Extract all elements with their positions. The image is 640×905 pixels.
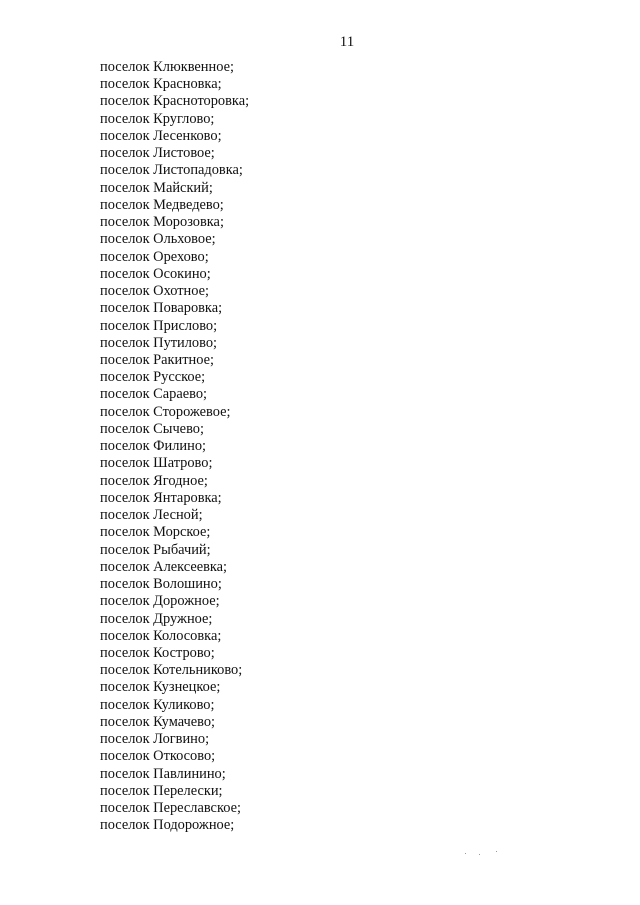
list-item: поселок Морское; xyxy=(100,524,211,541)
list-item: поселок Клюквенное; xyxy=(100,59,234,75)
list-item: поселок Волошино; xyxy=(100,576,222,593)
list-item: поселок Листовое; xyxy=(100,145,215,162)
list-item: поселок Павлинино; xyxy=(100,765,226,782)
list-item: поселок Сараево; xyxy=(100,386,208,403)
scan-specks xyxy=(465,851,505,855)
list-item: поселок Подорожное; xyxy=(100,817,235,834)
list-item: поселок Ракитное; xyxy=(100,351,215,368)
list-item: поселок Дружное; xyxy=(100,610,213,627)
list-item: поселок Круглово; xyxy=(100,110,215,127)
list-item: поселок Откосово; xyxy=(100,748,216,765)
list-item: поселок Дорожное; xyxy=(100,593,220,610)
list-item: поселок Куликово; xyxy=(100,696,215,713)
list-item: поселок Шатрово; xyxy=(100,455,213,472)
list-item: поселок Янтаровка; xyxy=(100,489,222,506)
list-item: поселок Прислово; xyxy=(100,317,218,334)
list-item: поселок Сторожевое; xyxy=(100,403,231,420)
list-item: поселок Русское; xyxy=(100,369,206,386)
list-item: поселок Осокино; xyxy=(100,265,211,282)
list-item: поселок Филино; xyxy=(100,438,207,455)
list-item: поселок Красновка; xyxy=(100,76,222,93)
list-item: поселок Кузнецкое; xyxy=(100,679,221,696)
list-item: поселок Лесенково; xyxy=(100,127,222,144)
list-item: поселок Красноторовка; xyxy=(100,93,250,110)
list-item: поселок Медведево; xyxy=(100,196,224,213)
list-item: поселок Колосовка; xyxy=(100,627,222,644)
list-item: поселок Логвино; xyxy=(100,731,210,748)
list-item: поселок Путилово; xyxy=(100,334,218,351)
list-item: поселок Лесной; xyxy=(100,507,203,524)
list-item: поселок Майский; xyxy=(100,179,213,196)
list-item: поселок Котельниково; xyxy=(100,662,243,679)
page-number: 11 xyxy=(339,34,355,50)
list-item: поселок Поваровка; xyxy=(100,300,223,317)
settlement-list xyxy=(100,59,249,835)
list-item: поселок Перелески; xyxy=(100,782,223,799)
list-item: поселок Алексеевка; xyxy=(100,558,228,575)
list-item: поселок Ягодное; xyxy=(100,472,208,489)
list-item: поселок Рыбачий; xyxy=(100,541,211,558)
list-item: поселок Ольховое; xyxy=(100,231,216,248)
list-item: поселок Сычево; xyxy=(100,420,204,437)
list-item: поселок Кумачево; xyxy=(100,713,216,730)
list-item: поселок Переславское; xyxy=(100,800,241,817)
list-item: поселок Охотное; xyxy=(100,283,209,300)
list-item: поселок Морозовка; xyxy=(100,214,224,231)
list-item: поселок Кострово; xyxy=(100,644,215,661)
list-item: поселок Листопадовка; xyxy=(100,162,243,179)
list-item: поселок Орехово; xyxy=(100,248,209,265)
